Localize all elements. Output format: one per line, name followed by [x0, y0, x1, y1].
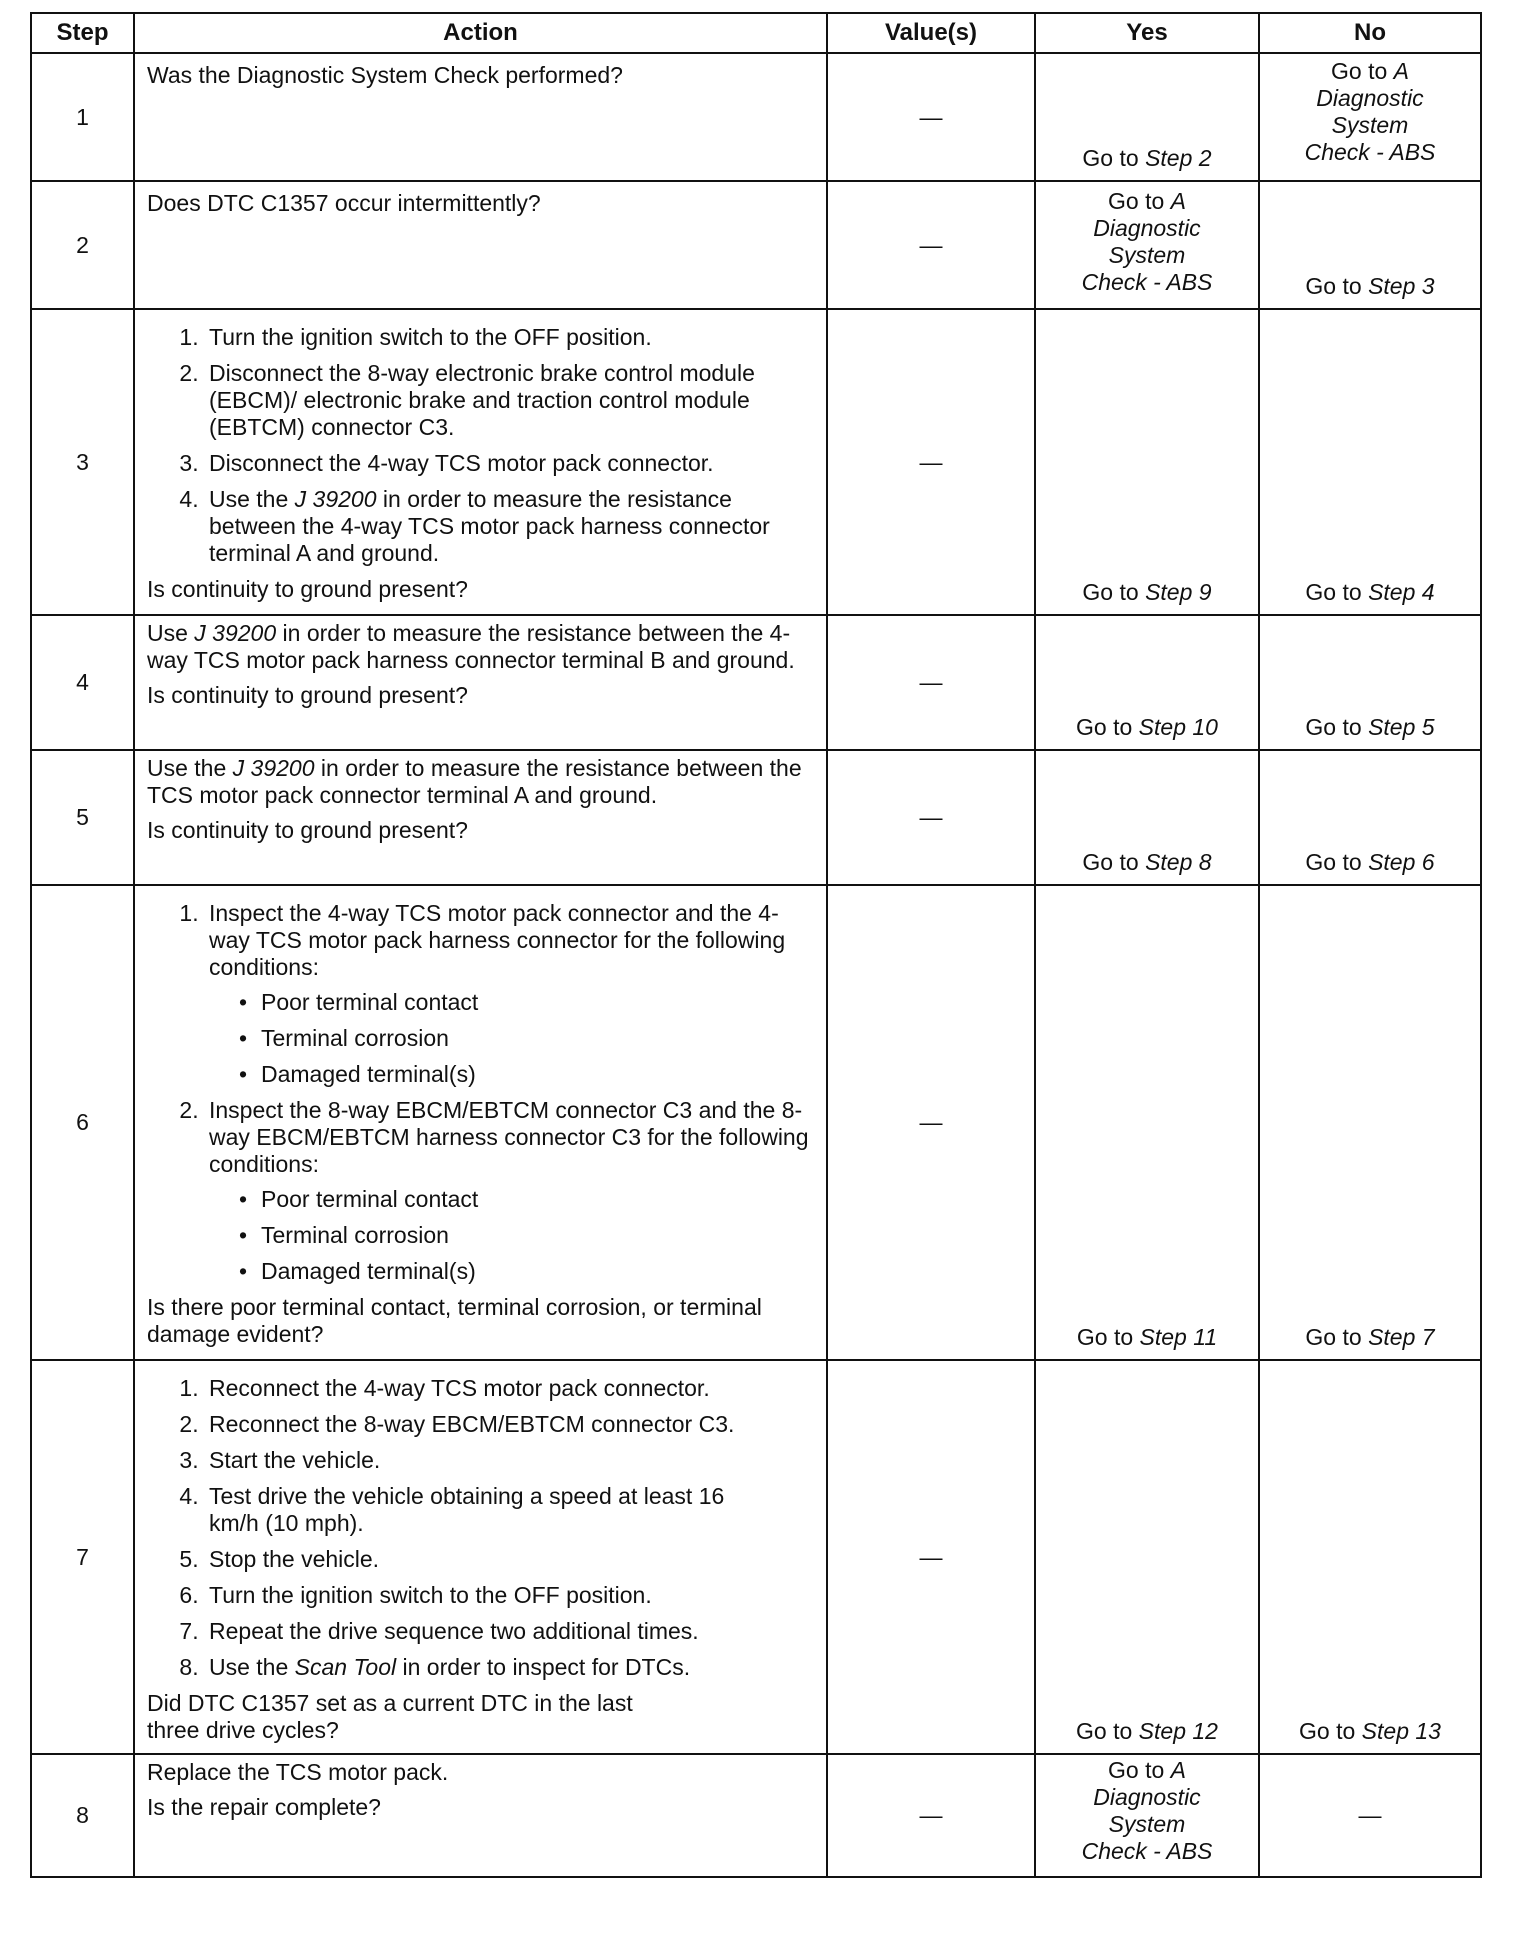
action-cell: [134, 181, 827, 309]
table-row: [31, 1360, 1481, 1754]
goto-text: Go to: [1305, 579, 1362, 605]
action-cell: [134, 309, 827, 615]
goto-step-link[interactable]: Step 11: [1139, 1324, 1218, 1350]
goto-text: Go to: [1305, 1324, 1362, 1350]
tool-name: Scan Tool: [294, 1654, 397, 1680]
header-step: Step: [31, 13, 134, 53]
step-number: 5: [31, 750, 134, 885]
diag-link-a[interactable]: A: [1393, 58, 1409, 84]
condition-item: • Terminal corrosion: [239, 1025, 816, 1052]
question: Is continuity to ground present?: [147, 576, 468, 602]
condition-item: • Damaged terminal(s): [239, 1258, 816, 1285]
action-cell: [134, 615, 827, 750]
goto-text: Go to: [1108, 1757, 1165, 1783]
step-number: 1: [31, 53, 134, 181]
action-step: 1. Reconnect the 4-way TCS motor pack connector.: [205, 1375, 816, 1402]
action-cell: [134, 1754, 827, 1877]
action-step: 4. Test drive the vehicle obtaining a speed at least 16 km/h (10 mph).: [205, 1483, 816, 1537]
goto-step-link[interactable]: Step 7: [1368, 1324, 1435, 1350]
condition-item: • Poor terminal contact: [239, 1186, 816, 1213]
yes-cell: [1035, 309, 1259, 615]
diag-link-line1[interactable]: Diagnostic: [1093, 1784, 1201, 1810]
goto-step-link[interactable]: Step 12: [1138, 1718, 1218, 1744]
goto-text: Go to: [1076, 1324, 1134, 1350]
question: Does DTC C1357 occur intermittently?: [147, 190, 541, 216]
no-cell: [1259, 885, 1481, 1360]
step-number: 3: [31, 309, 134, 615]
action-step: 6. Turn the ignition switch to the OFF position.: [205, 1582, 816, 1609]
condition-item: • Terminal corrosion: [239, 1222, 816, 1249]
step-number: 4: [31, 615, 134, 750]
yes-cell: [1035, 181, 1259, 309]
tool-name: J 39200: [194, 620, 277, 646]
action-steps: [147, 1375, 816, 1681]
goto-step-link[interactable]: Step 13: [1361, 1718, 1441, 1744]
goto-text: Go to: [1082, 579, 1139, 605]
step-number: 6: [31, 885, 134, 1360]
goto-text: Go to: [1331, 58, 1388, 84]
goto-step-link[interactable]: Step 10: [1138, 714, 1218, 740]
action-cell: [134, 1360, 827, 1754]
action-cell: [134, 750, 827, 885]
instruction: Use the J 39200 in order to measure the resistance between the TCS motor pack connector terminal A and ground.: [147, 755, 802, 808]
step-number: 8: [31, 1754, 134, 1877]
no-cell: [1259, 615, 1481, 750]
action-steps: [147, 900, 816, 1285]
diag-link-line3[interactable]: Check - ABS: [1081, 1838, 1213, 1864]
action-step: 2. Disconnect the 8-way electronic brake control module (EBCM)/ electronic brake and traction control module (EBTCM) connector C3.: [205, 360, 816, 441]
value-cell: —: [827, 615, 1035, 750]
action-steps: [147, 324, 816, 567]
no-cell: —: [1259, 1754, 1481, 1877]
value-cell: —: [827, 750, 1035, 885]
table-row: [31, 309, 1481, 615]
tool-name: J 39200: [294, 486, 377, 512]
question: Is continuity to ground present?: [147, 817, 468, 843]
goto-text: Go to: [1082, 849, 1139, 875]
step-number: 2: [31, 181, 134, 309]
header-action: Action: [134, 13, 827, 53]
question: Was the Diagnostic System Check performed?: [147, 62, 623, 88]
action-step: 2. Reconnect the 8-way EBCM/EBTCM connector C3.: [205, 1411, 816, 1438]
diagnostic-table: [30, 12, 1482, 1878]
table-row: [31, 750, 1481, 885]
no-cell: [1259, 1360, 1481, 1754]
condition-list: [209, 1186, 816, 1285]
action-step: 5. Stop the vehicle.: [205, 1546, 816, 1573]
instruction: Replace the TCS motor pack.: [147, 1759, 449, 1785]
yes-cell: [1035, 1754, 1259, 1877]
goto-step-link[interactable]: Step 5: [1368, 714, 1435, 740]
step-number: 7: [31, 1360, 134, 1754]
table-row: [31, 615, 1481, 750]
header-yes: Yes: [1035, 13, 1259, 53]
goto-text: Go to: [1299, 1718, 1356, 1744]
question: Is continuity to ground present?: [147, 682, 468, 708]
header-no: No: [1259, 13, 1481, 53]
goto-text: Go to: [1305, 714, 1362, 740]
diag-link-line2[interactable]: System: [1331, 112, 1409, 138]
condition-list: [209, 989, 816, 1088]
no-cell: [1259, 750, 1481, 885]
value-cell: —: [827, 309, 1035, 615]
value-cell: —: [827, 885, 1035, 1360]
diag-link-a[interactable]: A: [1170, 188, 1186, 214]
action-step: 7. Repeat the drive sequence two additional times.: [205, 1618, 816, 1645]
goto-text: Go to: [1082, 145, 1139, 171]
diag-link-a[interactable]: A: [1170, 1757, 1186, 1783]
table-row: [31, 181, 1481, 309]
goto-text: Go to: [1108, 188, 1165, 214]
goto-step-link[interactable]: Step 3: [1368, 273, 1435, 299]
action-step: 4. Use the J 39200 in order to measure the resistance between the 4-way TCS motor pack harness connector terminal A and ground.: [205, 486, 816, 567]
instruction: Use J 39200 in order to measure the resistance between the 4-way TCS motor pack harness connector terminal B and ground.: [147, 620, 795, 673]
diag-link-line3[interactable]: Check - ABS: [1304, 139, 1436, 165]
no-cell: [1259, 181, 1481, 309]
goto-text: Go to: [1076, 714, 1133, 740]
diag-link-line1[interactable]: Diagnostic: [1093, 215, 1201, 241]
action-cell: [134, 53, 827, 181]
yes-cell: [1035, 885, 1259, 1360]
header-values: Value(s): [827, 13, 1035, 53]
yes-cell: [1035, 750, 1259, 885]
condition-item: • Damaged terminal(s): [239, 1061, 816, 1088]
table-row: [31, 885, 1481, 1360]
value-cell: —: [827, 181, 1035, 309]
goto-step-link[interactable]: Step 2: [1145, 145, 1212, 171]
goto-step-link[interactable]: Step 4: [1368, 579, 1435, 605]
question: Did DTC C1357 set as a current DTC in the last three drive cycles?: [147, 1690, 633, 1743]
diag-link-line1[interactable]: Diagnostic: [1316, 85, 1424, 111]
action-step: 1. Turn the ignition switch to the OFF position.: [205, 324, 816, 351]
tool-name: J 39200: [232, 755, 315, 781]
value-cell: —: [827, 1754, 1035, 1877]
action-step: 8. Use the Scan Tool in order to inspect for DTCs.: [205, 1654, 816, 1681]
action-step: 3. Disconnect the 4-way TCS motor pack connector.: [205, 450, 816, 477]
table-row: [31, 53, 1481, 181]
question: Is the repair complete?: [147, 1794, 381, 1820]
table-row: [31, 1754, 1481, 1877]
yes-cell: [1035, 1360, 1259, 1754]
no-cell: [1259, 309, 1481, 615]
goto-text: Go to: [1076, 1718, 1133, 1744]
action-step: 2. Inspect the 8-way EBCM/EBTCM connector C3 and the 8-way EBCM/EBTCM harness connector C3 for the following conditions: • Poor terminal contact • Terminal corrosion • Damaged terminal(s): [205, 1097, 816, 1285]
header-row: [31, 13, 1481, 53]
action-step: 3. Start the vehicle.: [205, 1447, 816, 1474]
goto-step-link[interactable]: Step 8: [1145, 849, 1212, 875]
diag-link-line2[interactable]: System: [1108, 1811, 1186, 1837]
goto-step-link[interactable]: Step 9: [1145, 579, 1212, 605]
goto-text: Go to: [1305, 273, 1362, 299]
action-cell: [134, 885, 827, 1360]
no-cell: [1259, 53, 1481, 181]
yes-cell: [1035, 53, 1259, 181]
value-cell: —: [827, 53, 1035, 181]
condition-item: • Poor terminal contact: [239, 989, 816, 1016]
value-cell: —: [827, 1360, 1035, 1754]
yes-cell: [1035, 615, 1259, 750]
question: Is there poor terminal contact, terminal corrosion, or terminal damage evident?: [147, 1294, 762, 1347]
action-step: 1. Inspect the 4-way TCS motor pack connector and the 4-way TCS motor pack harness connector for the following conditions: • Poor terminal contact • Terminal corrosion • Damaged terminal(s): [205, 900, 816, 1088]
goto-text: Go to: [1305, 849, 1362, 875]
goto-step-link[interactable]: Step 6: [1368, 849, 1435, 875]
diag-link-line3[interactable]: Check - ABS: [1081, 269, 1213, 295]
diag-link-line2[interactable]: System: [1108, 242, 1186, 268]
